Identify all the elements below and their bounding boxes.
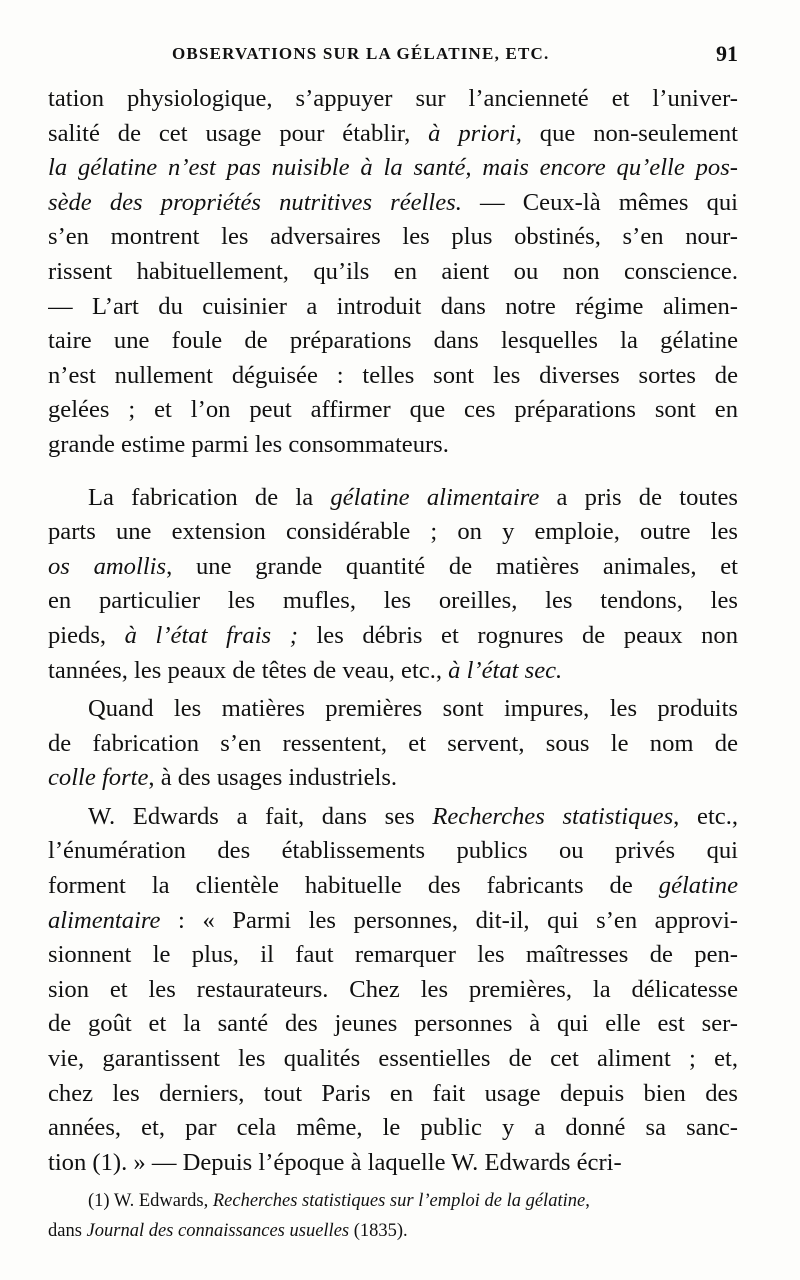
running-head [172, 41, 738, 72]
text-line [48, 117, 738, 152]
text-line [48, 428, 738, 463]
paragraph [48, 82, 738, 463]
text-run: tannées, les peaux de têtes de veau, etc., [48, 656, 449, 684]
text-line [48, 692, 738, 727]
text-line [48, 973, 738, 1008]
text-run: — L’art du cuisinier a introduit dans notre régime alimen- [48, 292, 738, 320]
text-run: gelées ; et l’on peut affirmer que ces préparations sont en [48, 396, 738, 424]
text-line [48, 515, 738, 550]
text-line [48, 1007, 738, 1042]
text-run: rissent habituellement, qu’ils en aient ou non conscience. [48, 257, 738, 285]
text-run: , à des usages industriels. [148, 764, 398, 792]
paragraph [48, 800, 738, 1181]
text-line [48, 151, 738, 186]
text-line [48, 359, 738, 394]
text-run: l’énumération des établissements publics ou privés qui [48, 837, 738, 865]
text-run: parts une extension considérable ; on y emploie, outre les [48, 518, 738, 546]
text-run: La fabrication de la [88, 483, 331, 511]
text-line [48, 1146, 738, 1181]
text-line [48, 584, 738, 619]
text-run: sion et les restaurateurs. Chez les premières, la délicatesse [48, 975, 738, 1003]
text-line [48, 800, 738, 835]
text-run: pieds, [48, 621, 125, 649]
text-run: , que non-seulement [515, 119, 738, 147]
italic-text: la gélatine n’est pas nuisible à la santé, mais encore qu’elle pos- [48, 154, 738, 182]
text-run: en particulier les mufles, les oreilles, les tendons, les [48, 587, 738, 615]
text-line [48, 761, 738, 796]
text-run: (1) W. Edwards, [88, 1191, 213, 1211]
body-text [48, 82, 738, 1180]
text-run: salité de cet usage pour établir, [48, 119, 429, 147]
text-run: forment la clientèle habituelle des fabricants de [48, 872, 659, 900]
italic-text: alimentaire [48, 906, 161, 934]
text-line [48, 290, 738, 325]
text-line [48, 938, 738, 973]
text-line [48, 1042, 738, 1077]
text-line [48, 1186, 738, 1216]
italic-text: colle forte [48, 764, 149, 792]
text-run: , etc., [673, 802, 738, 830]
text-line [48, 550, 738, 585]
text-run: grande estime parmi les consommateurs. [48, 430, 449, 458]
text-run: n’est nullement déguisée : telles sont les diverses sortes de [48, 361, 738, 389]
text-line [48, 481, 738, 516]
italic-text: os amollis [48, 552, 167, 580]
italic-text: à l’état frais ; [124, 621, 298, 649]
footnote [48, 1186, 738, 1246]
text-run: s’en montrent les adversaires les plus obstinés, s’en nour- [48, 223, 738, 251]
text-run: années, et, par cela même, le public y a donné sa sanc- [48, 1114, 738, 1142]
text-line [48, 324, 738, 359]
italic-text: Recherches statistiques sur l’emploi de la gélatine [212, 1191, 586, 1211]
text-run: vie, garantissent les qualités essentielles de cet aliment ; et, [48, 1045, 738, 1073]
text-line [48, 904, 738, 939]
text-run: tion (1). » — Depuis l’époque à laquelle W. Edwards écri- [48, 1148, 622, 1176]
running-title: OBSERVATIONS SUR LA GÉLATINE, ETC. [172, 44, 550, 63]
text-run: les débris et rognures de peaux non [297, 621, 738, 649]
text-run: sionnent le plus, il faut remarquer les maîtresses de pen- [48, 941, 738, 969]
text-run: de fabrication s’en ressentent, et servent, sous le nom de [48, 729, 738, 757]
text-line [48, 255, 738, 290]
text-run: — Ceux-là mêmes qui [461, 188, 738, 216]
text-run: dans [48, 1221, 87, 1241]
text-line [48, 186, 738, 221]
book-page [48, 36, 738, 1256]
italic-text: gélatine alimentaire [330, 483, 540, 511]
text-run: a pris de toutes [539, 483, 738, 511]
text-run: de goût et la santé des jeunes personnes à qui elle est ser- [48, 1010, 738, 1038]
text-run: taire une foule de préparations dans lesquelles la gélatine [48, 327, 738, 355]
text-line [48, 619, 738, 654]
text-run: : « Parmi les personnes, dit-il, qui s’en approvi- [160, 906, 738, 934]
paragraph-gap [48, 463, 738, 481]
text-run: W. Edwards a fait, dans ses [88, 802, 433, 830]
text-line [48, 1077, 738, 1112]
text-line [48, 869, 738, 904]
text-run: tation physiologique, s’appuyer sur l’ancienneté et l’univer- [48, 85, 738, 112]
italic-text: sède des propriétés nutritives réelles. [48, 188, 462, 216]
italic-text: Journal des connaissances usuelles [86, 1221, 350, 1241]
text-line [48, 727, 738, 762]
text-line [48, 1111, 738, 1146]
text-line [48, 654, 738, 689]
text-line [48, 82, 738, 117]
text-run: , [585, 1191, 590, 1211]
text-line [48, 393, 738, 428]
text-run: Quand les matières premières sont impures, les produits [88, 695, 738, 723]
italic-text: Recherches statistiques [432, 802, 674, 830]
italic-text: gélatine [658, 872, 738, 900]
page-number: 91 [716, 41, 738, 66]
italic-text: à priori [428, 119, 516, 147]
text-run: chez les derniers, tout Paris en fait usage depuis bien des [48, 1079, 738, 1107]
italic-text: à l’état sec. [448, 656, 563, 684]
text-line [48, 1216, 738, 1246]
text-line [48, 834, 738, 869]
text-run: , une grande quantité de matières animales, et [166, 552, 738, 580]
text-line [48, 220, 738, 255]
text-run: (1835). [349, 1221, 408, 1241]
paragraph [48, 692, 738, 796]
paragraph [48, 481, 738, 689]
